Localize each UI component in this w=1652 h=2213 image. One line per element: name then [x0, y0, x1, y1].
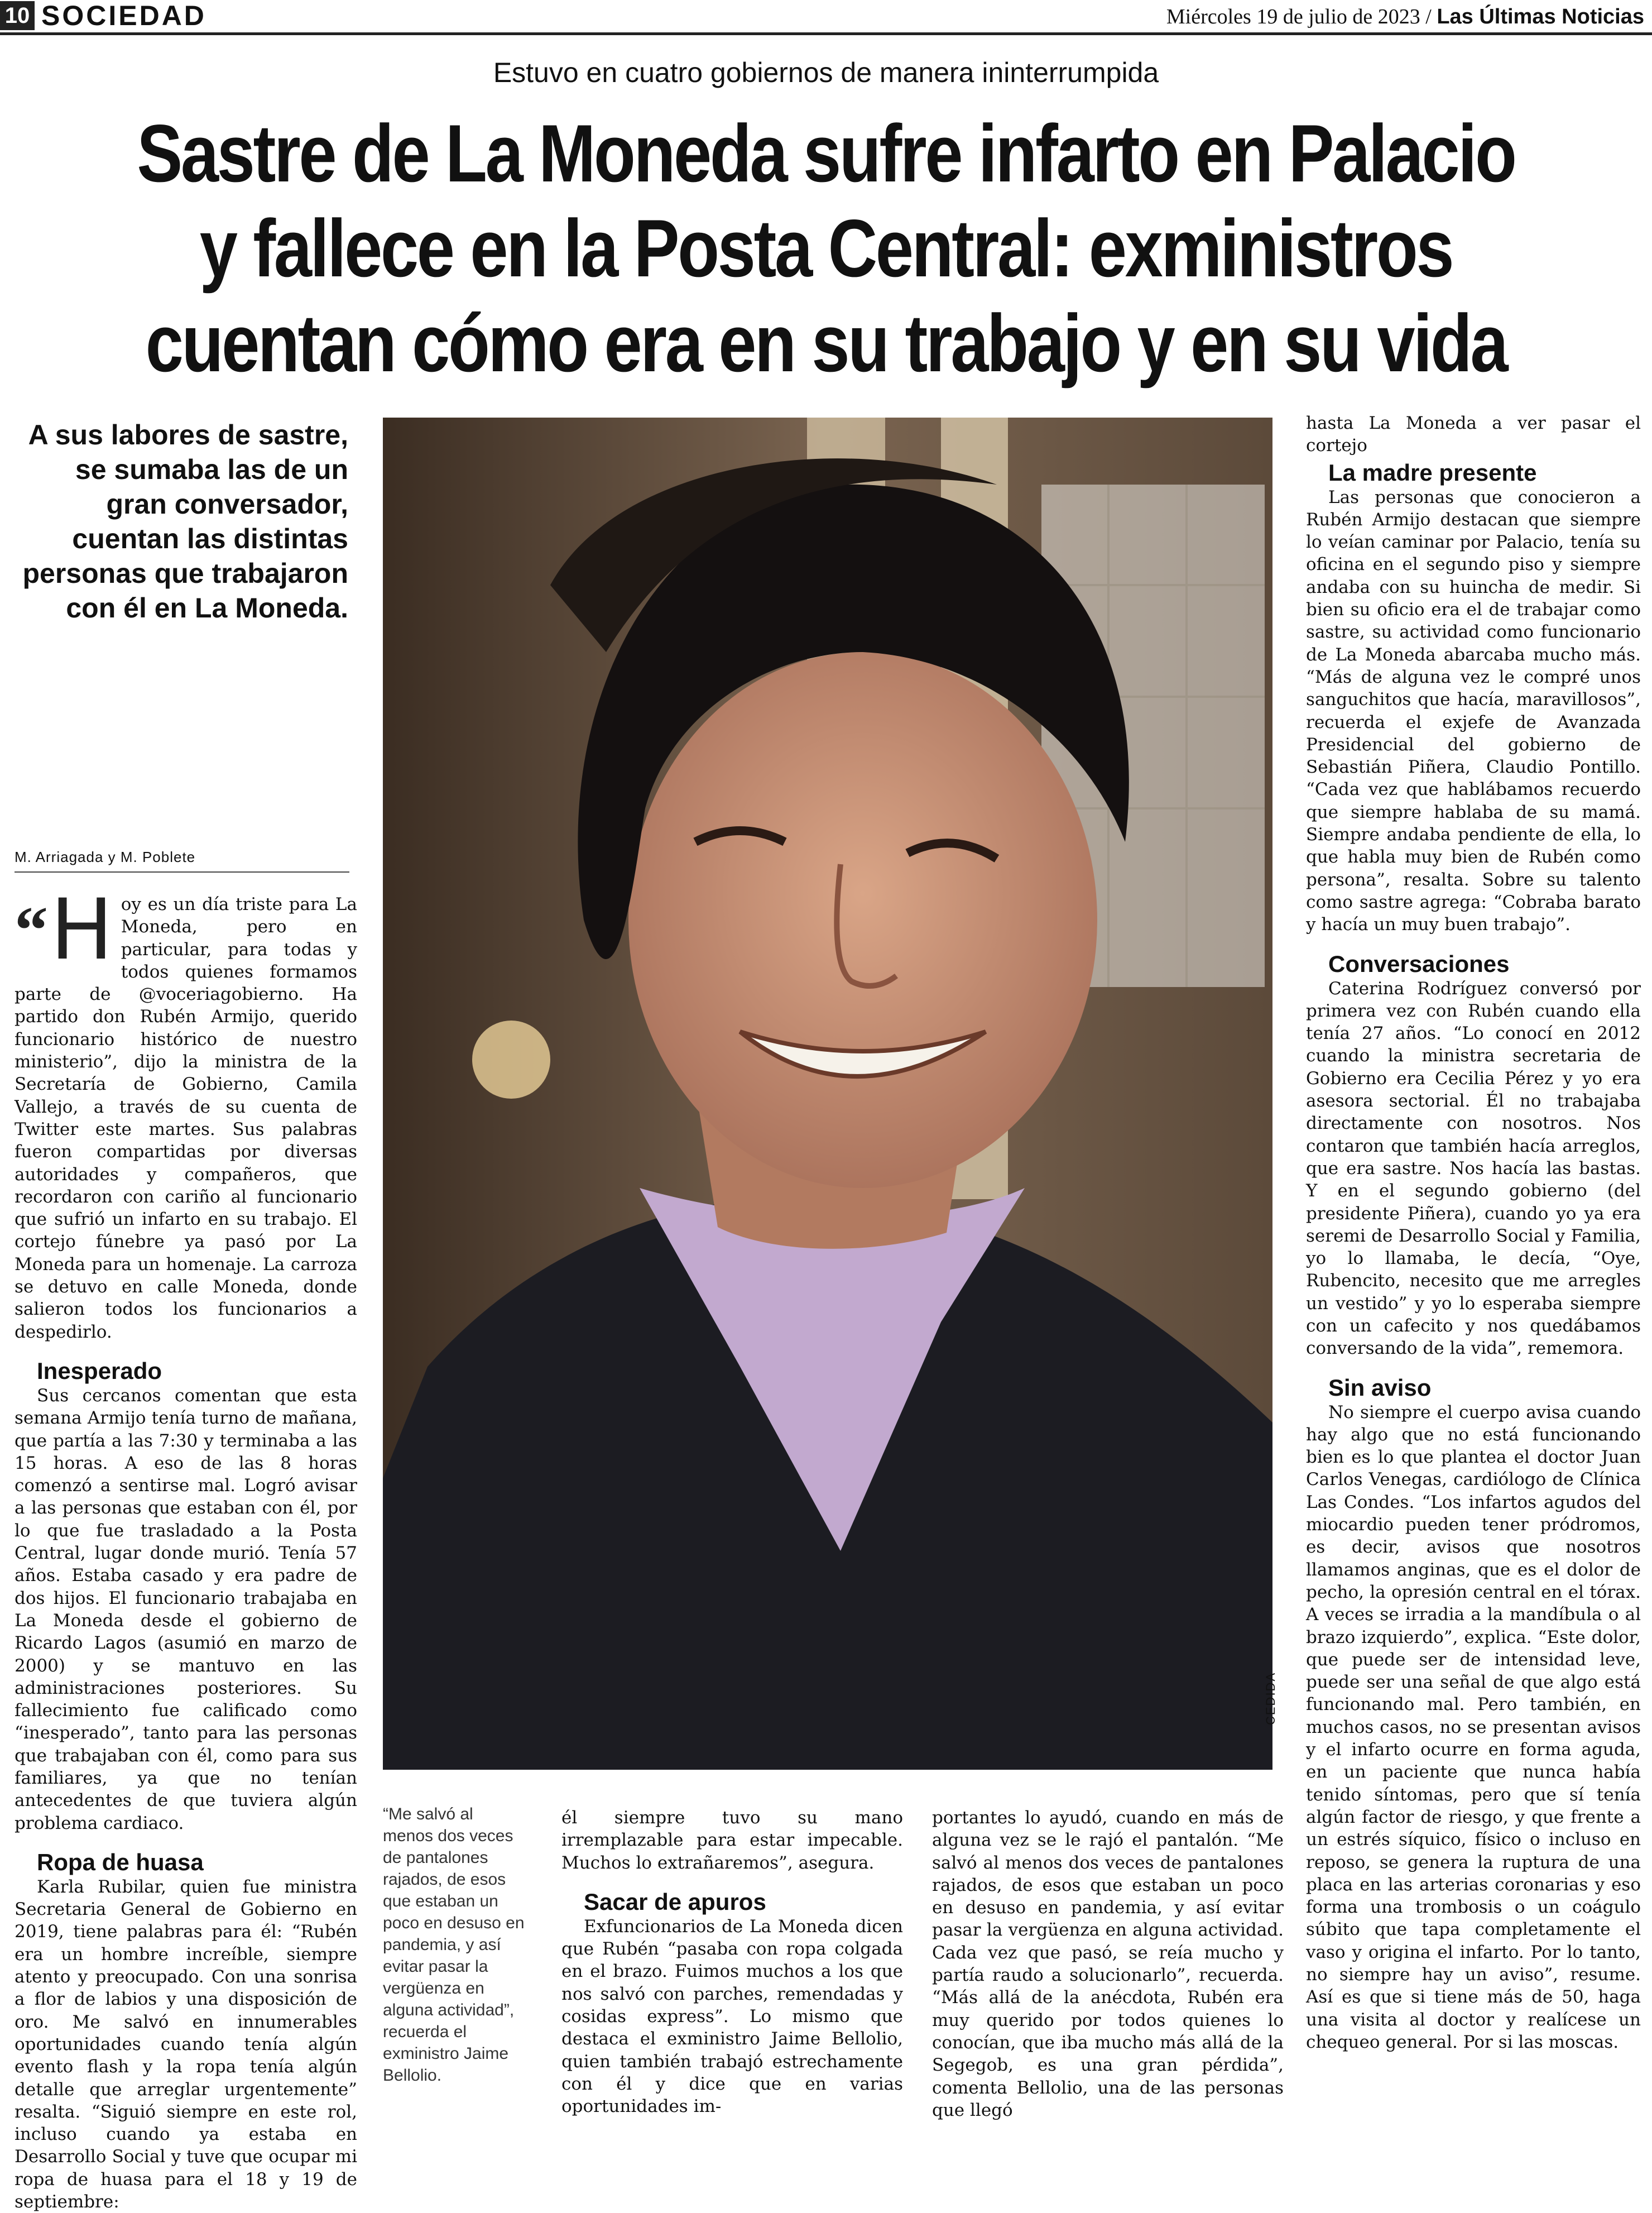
drop-cap	[15, 882, 113, 979]
article-column-4	[1306, 412, 1641, 2053]
paragraph-sacar-de-apuros: Exfuncionarios de La Moneda dicen que Rubén “pasaba con ropa colgada en el brazo. Fuimos muchos a los que nos salvó con parches, remendadas y cosidas express”. Lo mismo que destaca el exministro Jaime Bellolio, quien también trabajó estrechamente con él y dice que en varias oportunidades im-	[561, 1916, 903, 2117]
section-name: SOCIEDAD	[41, 0, 206, 31]
issue-date: Miércoles 19 de julio de 2023	[1166, 5, 1420, 28]
header-rule	[0, 32, 1652, 35]
paragraph-continuation: él siempre tuvo su mano irremplazable para estar impecable. Muchos lo extrañaremos”, asegura.	[561, 1808, 903, 1873]
subheading-la-madre-presente: La madre presente	[1328, 459, 1537, 486]
paragraph-continuation: portantes lo ayudó, cuando en más de alguna vez se le rajó el pantalón. “Me salvó al menos dos veces de pantalones rajados, de esos que estaban un poco en desuso en pandemia, y así evitar pasar la vergüenza en alguna actividad. Cada vez que pasó, se reía mucho y partía raudo a solucionarlo”, recuerda. “Más allá de la anécdota, Rubén era muy querido por todos quienes lo conocían, que iba mucho más allá de la Segegob, es una gran pérdida”, comenta Bellolio, una de las personas que llegó	[932, 1808, 1284, 2120]
lead-paragraph	[15, 882, 357, 1343]
lead-text: oy es un día triste para La Moneda, pero en particular, para todas y todos quienes formamos parte de @voceriagobierno. Ha partido don Rubén Armijo, querido funcionario histórico de nuestro ministerio”, dijo la ministra de la Secretaría de Gobierno, Camila Vallejo, a través de su cuenta de Twitter este martes. Sus palabras fueron compartidas por diversas autoridades y compañeros, que recordaron con cariño al funcionario que sufrió un infarto en su trabajo. El cortejo fúnebre ya pasó por La Moneda para un homenaje. La carroza se detuvo en calle Moneda, donde salieron todos los funcionarios a despedirlo.	[15, 894, 357, 1342]
headline-line: cuentan cómo era en su trabajo y en su vida	[145, 298, 1507, 389]
portrait-illustration	[383, 418, 1272, 1770]
kicker: Estuvo en cuatro gobiernos de manera ininterrumpida	[493, 57, 1159, 88]
drop-letter: H	[50, 882, 113, 979]
publication-name: Las Últimas Noticias	[1437, 5, 1644, 28]
paragraph-sin-aviso: No siempre el cuerpo avisa cuando hay algo que no está funcionando bien es lo que plantea el doctor Juan Carlos Venegas, cardiólogo de Clínica Las Condes. “Los infartos agudos del miocardio pueden tener pródromos, es decir, avisos que nosotros llamamos anginas, que es el dolor de pecho, la opresión central en el tórax. A veces se irradia a la mandíbula o al brazo izquierdo”, explica. “Este dolor, que puede ser de intensidad leve, puede ser una señal de que algo está funcionando mal. Pero también, en muchos casos, no se presentan avisos y el infarto ocurre en forma aguda, en un paciente que nunca había tenido síntomas, pero que sí tenía algún factor de riesgo, y que frente a un estrés síquico, físico o incluso en reposo, se genera la ruptura de una placa en las arterias coronarias y eso forma una trombosis o un coágulo súbito que tapa completamente el vaso y origina el infarto. Por lo tanto, no siempre hay un aviso”, resume. Así es que si tiene más de 50, haga una visita al doctor y realícese un chequeo general. Por si las moscas.	[1306, 1402, 1641, 2052]
subheading-sacar-de-apuros: Sacar de apuros	[584, 1888, 766, 1915]
paragraph-ropa-de-huasa: Karla Rubilar, quien fue ministra Secretaria General de Gobierno en 2019, tiene palabras para él: “Rubén era un hombre increíble, siempre atento y preocupado. Con una sonrisa a flor de labios y una disposición de oro. Me salvó en innumerables oportunidades cuando tenía algún evento flash y la ropa tenía algún detalle que arreglar urgentemente” resalta. “Siguió siempre en este rol, incluso cuando ya estaba en Desarrollo Social y tuve que ocupar mi ropa de huasa para el 18 y 19 de septiembre:	[15, 1876, 357, 2212]
article-column-2	[561, 1807, 903, 2118]
headline	[132, 106, 1520, 391]
paragraph-la-madre-presente: Las personas que conocieron a Rubén Armijo destacan que siempre lo veían caminar por Palacio, tenía su oficina en el segundo piso y siempre andaba con su huincha de medir. Si bien su oficio era el de trabajar como sastre, su actividad como funcionario de La Moneda abarcaba mucho más. “Más de alguna vez le compré unos sanguchitos que hacía, maravillosos”, recuerda el exjefe de Avanzada Presidencial del gobierno de Sebastián Piñera, Claudio Pontillo. “Cada vez que hablábamos recuerdo que siempre hablaba de su mamá. Siempre andaba pendiente de ella, lo que habla muy bien de Rubén como persona”, resalta. Sobre su talento como sastre agrega: “Cobraba barato y hacía un muy buen trabajo”.	[1306, 487, 1641, 935]
article-column-3	[932, 1807, 1284, 2121]
headline-line: Sastre de La Moneda sufre infarto en Palacio	[137, 108, 1515, 199]
portrait-photo	[383, 418, 1272, 1770]
dateline	[1166, 3, 1644, 30]
pull-quote: “Me salvó al menos dos veces de pantalones rajados, de esos que estaban un poco en desuso en pandemia, y así evitar pasar la vergüenza en alguna actividad”, recuerda el exministro Jaime Bellolio.	[383, 1805, 525, 2085]
subheading-ropa-de-huasa: Ropa de huasa	[37, 1848, 204, 1875]
byline: M. Arriagada y M. Poblete	[15, 849, 349, 873]
subheading-inesperado: Inesperado	[37, 1357, 162, 1384]
paragraph-continuation: hasta La Moneda a ver pasar el cortejo	[1306, 413, 1641, 456]
standfirst: A sus labores de sastre, se sumaba las de un gran conversador, cuentan las distintas personas que trabajaron con él en La Moneda.	[22, 419, 348, 624]
photo-credit: CEDIDA	[1264, 1671, 1278, 1725]
dateline-separator: /	[1425, 5, 1432, 28]
article-column-1	[15, 882, 357, 2213]
subheading-conversaciones: Conversaciones	[1328, 950, 1510, 977]
paragraph-conversaciones: Caterina Rodríguez conversó por primera vez con Rubén cuando ella tenía 27 años. “Lo conocí en 2012 cuando la ministra secretaria de Gobierno era Cecilia Pérez y yo era asesora sectorial. Él no trabajaba directamente con nosotros. Nos contaron que también hacía arreglos, que era sastre. Nos hacía las bastas. Y en el segundo gobierno (del presidente Piñera), cuando yo ya era seremi de Desarrollo Social y Familia, yo lo llamaba, le decía, “Oye, Rubencito, necesito que me arregles un vestido” y yo lo esperaba siempre con un cafecito y nos quedábamos conversando de la vida”, rememora.	[1306, 978, 1641, 1359]
subheading-sin-aviso: Sin aviso	[1328, 1374, 1432, 1401]
headline-line: y fallece en la Posta Central: exministros	[199, 203, 1453, 294]
opening-quote-mark: “	[15, 893, 48, 967]
paragraph-inesperado: Sus cercanos comentan que esta semana Armijo tenía turno de mañana, que partía a las 7:30 y terminaba a las 15 horas. A eso de las 8 horas comenzó a sentirse mal. Logró avisar a las personas que estaban con él, por lo que fue trasladado a la Posta Central, lugar donde murió. Tenía 57 años. Estaba casado y era padre de dos hijos. El funcionario trabajaba en La Moneda desde el gobierno de Ricardo Lagos (asumió en marzo de 2000) y se mantuvo en las administraciones posteriores. Su fallecimiento fue calificado como “inesperado”, tanto para las personas que trabajaban con él, como para sus familiares, ya que no tenían antecedentes de que tuviera algún problema cardiaco.	[15, 1385, 357, 1833]
page-number: 10	[0, 1, 35, 30]
